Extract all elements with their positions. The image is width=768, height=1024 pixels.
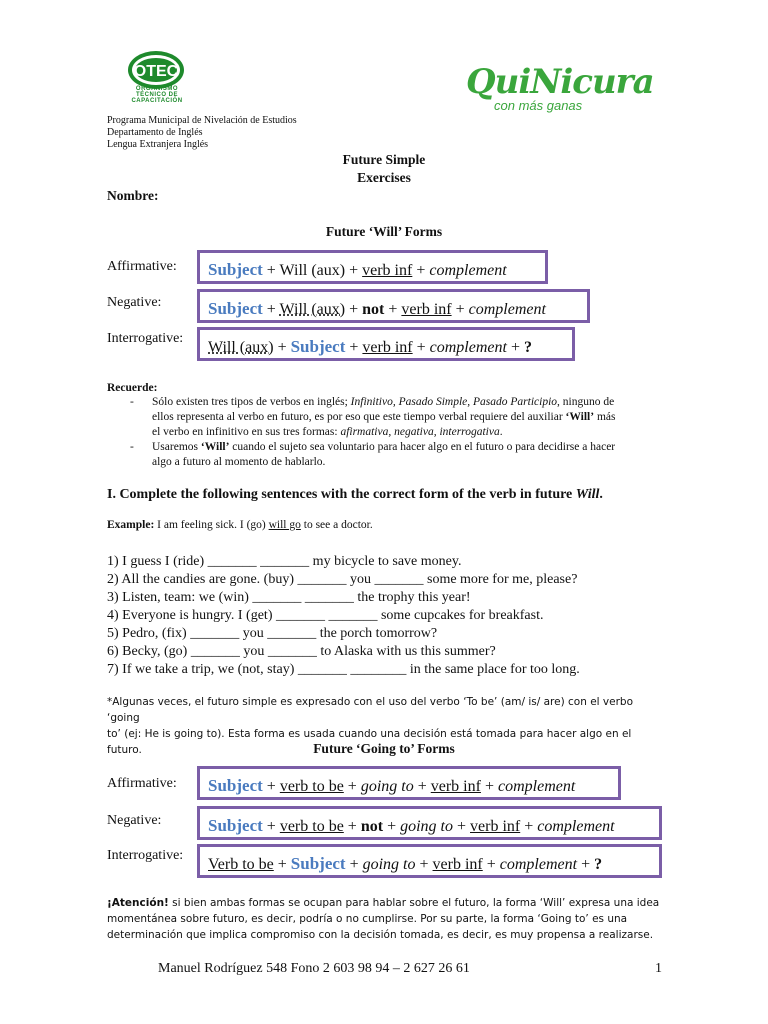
going-to-note: *Algunas veces, el futuro simple es expresado con el uso del verbo ‘To be’ (am/ is/ are) con el verbo ‘going to’ (ej: He is going to). Esta forma es usada cuando una decisión está tomada para hacer algo en el futuro. bbox=[107, 696, 634, 756]
exercise-item-1: 1) I guess I (ride) _______ _______ my bicycle to save money. bbox=[107, 554, 462, 569]
will-negative-label: Negative: bbox=[107, 295, 162, 310]
nombre-label: Nombre: bbox=[107, 188, 159, 203]
exercise-item-3: 3) Listen, team: we (win) _______ _______ the trophy this year! bbox=[107, 590, 471, 605]
otec-logo-text: OTEC bbox=[133, 63, 179, 80]
otec-logo-subtitle: ORGANISMO TÉCNICO DE CAPACITACIÓN bbox=[131, 86, 183, 104]
going-affirmative-label: Affirmative: bbox=[107, 776, 177, 791]
header-line-subject: Lengua Extranjera Inglés bbox=[107, 139, 209, 150]
example-sentence: Example: I am feeling sick. I (go) will go to see a doctor. bbox=[107, 519, 373, 531]
quilicura-logo: QuiNicura bbox=[466, 62, 654, 102]
will-negative-formula: Subject + Will (aux) + not + verb inf + complement bbox=[197, 289, 590, 323]
header-line-program: Programa Municipal de Nivelación de Estudios bbox=[107, 115, 297, 126]
exercise-item-2: 2) All the candies are gone. (buy) _______ you _______ some more for me, please? bbox=[107, 572, 578, 587]
otec-logo bbox=[124, 50, 188, 114]
recuerde-bullet-2: Usaremos ‘Will’ cuando el sujeto sea voluntario para hacer algo en el futuro o para decidirse a hacer algo a futuro al momento de hablarlo. bbox=[152, 441, 616, 468]
footer-address: Manuel Rodríguez 548 Fono 2 603 98 94 – 2 627 26 61 bbox=[158, 961, 470, 976]
going-to-forms-heading: Future ‘Going to’ Forms bbox=[313, 741, 455, 756]
bullet-dash: - bbox=[130, 441, 134, 453]
going-interrogative-label: Interrogative: bbox=[107, 848, 184, 863]
page-subtitle: Exercises bbox=[357, 170, 411, 185]
will-affirmative-label: Affirmative: bbox=[107, 259, 177, 274]
header-line-department: Departamento de Inglés bbox=[107, 127, 203, 138]
exercise-item-5: 5) Pedro, (fix) _______ you _______ the porch tomorrow? bbox=[107, 626, 438, 641]
going-interrogative-formula: Verb to be + Subject + going to + verb inf + complement + ? bbox=[197, 844, 662, 878]
will-interrogative-label: Interrogative: bbox=[107, 331, 184, 346]
going-affirmative-formula: Subject + verb to be + going to + verb inf + complement bbox=[197, 766, 621, 800]
page-title: Future Simple bbox=[342, 152, 426, 167]
section-1-title: I. Complete the following sentences with the correct form of the verb in future Will. bbox=[107, 487, 603, 502]
going-negative-formula: Subject + verb to be + not + going to + verb inf + complement bbox=[197, 806, 662, 840]
atencion-paragraph: ¡Atención! si bien ambas formas se ocupan para hablar sobre el futuro, la forma ‘Will’ expresa una idea momentánea sobre futuro, es decir, podría o no cumplirse. Por su parte, la forma ‘Going to’ es una determinación que implica compromiso con la decisión tomada, es decir, es muy propensa a realizarse. bbox=[107, 897, 660, 941]
recuerde-title: Recuerde: bbox=[107, 382, 158, 394]
exercise-item-7: 7) If we take a trip, we (not, stay) _______ ________ in the same place for too long. bbox=[107, 662, 580, 677]
page-number: 1 bbox=[655, 961, 662, 976]
bullet-dash: - bbox=[130, 396, 134, 408]
will-forms-heading: Future ‘Will’ Forms bbox=[325, 224, 443, 239]
going-negative-label: Negative: bbox=[107, 813, 162, 828]
exercise-item-4: 4) Everyone is hungry. I (get) _______ _______ some cupcakes for breakfast. bbox=[107, 608, 544, 623]
will-interrogative-formula: Will (aux) + Subject + verb inf + complement + ? bbox=[197, 327, 575, 361]
quilicura-tagline: con más ganas bbox=[494, 98, 583, 113]
recuerde-bullet-1: Sólo existen tres tipos de verbos en inglés; Infinitivo, Pasado Simple, Pasado Participio, ninguno de ellos representa al verbo en futuro, es por eso que este tiempo verbal requiere del auxiliar ‘Will’ más el verbo en infinitivo en sus tres formas: afirmativa, negativa, interrogativa. bbox=[152, 396, 616, 438]
will-affirmative-formula: Subject + Will (aux) + verb inf + complement bbox=[197, 250, 548, 284]
exercise-item-6: 6) Becky, (go) _______ you _______ to Alaska with us this summer? bbox=[107, 644, 496, 659]
